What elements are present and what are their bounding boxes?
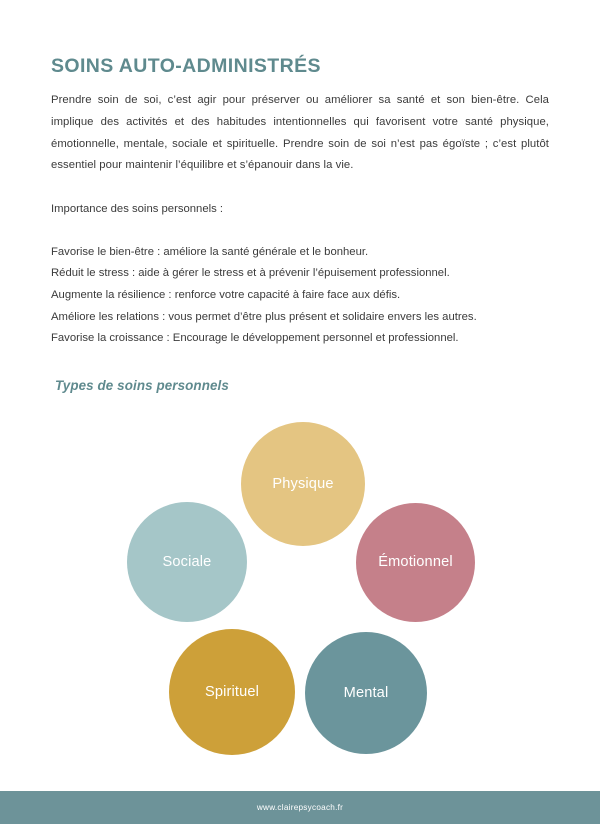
bubble-physique: Physique bbox=[241, 422, 365, 546]
text-content bbox=[51, 55, 549, 350]
importance-lead-in: Importance des soins personnels : bbox=[51, 203, 224, 216]
bubble-emotionnel: Émotionnel bbox=[356, 503, 475, 622]
bubble-sociale: Sociale bbox=[127, 502, 247, 622]
list-item: Favorise le bien-être : améliore la santé générale et le bonheur. bbox=[51, 245, 369, 258]
self-care-types-diagram bbox=[0, 410, 600, 765]
footer-website-url[interactable]: www.clairepsycoach.fr bbox=[256, 803, 344, 812]
intro-paragraph: Prendre soin de soi, c’est agir pour préserver ou améliorer sa santé et son bien-être. Cela implique des activités et des habitudes intentionnelles qui favorisent votre santé physique, émotionnelle, mentale, sociale et spirituelle. Prendre soin de soi n’est pas égoïste ; c’est plutôt essentiel pour maintenir l’équilibre et s’épanouir dans la vie. bbox=[51, 94, 549, 172]
page-footer bbox=[0, 791, 600, 824]
list-item: Améliore les relations : vous permet d’être plus présent et solidaire envers les autres. bbox=[51, 310, 477, 323]
page-title: SOINS AUTO-ADMINISTRÉS bbox=[51, 55, 321, 77]
section-heading-types: Types de soins personnels bbox=[55, 378, 229, 393]
list-item: Augmente la résilience : renforce votre capacité à faire face aux défis. bbox=[51, 289, 401, 301]
benefits-list bbox=[51, 242, 549, 350]
list-item: Réduit le stress : aide à gérer le stress et à prévenir l’épuisement professionnel. bbox=[51, 267, 450, 280]
bubble-mental: Mental bbox=[305, 632, 427, 754]
list-item: Favorise la croissance : Encourage le développement personnel et professionnel. bbox=[51, 332, 459, 345]
bubble-spirituel: Spirituel bbox=[169, 629, 295, 755]
